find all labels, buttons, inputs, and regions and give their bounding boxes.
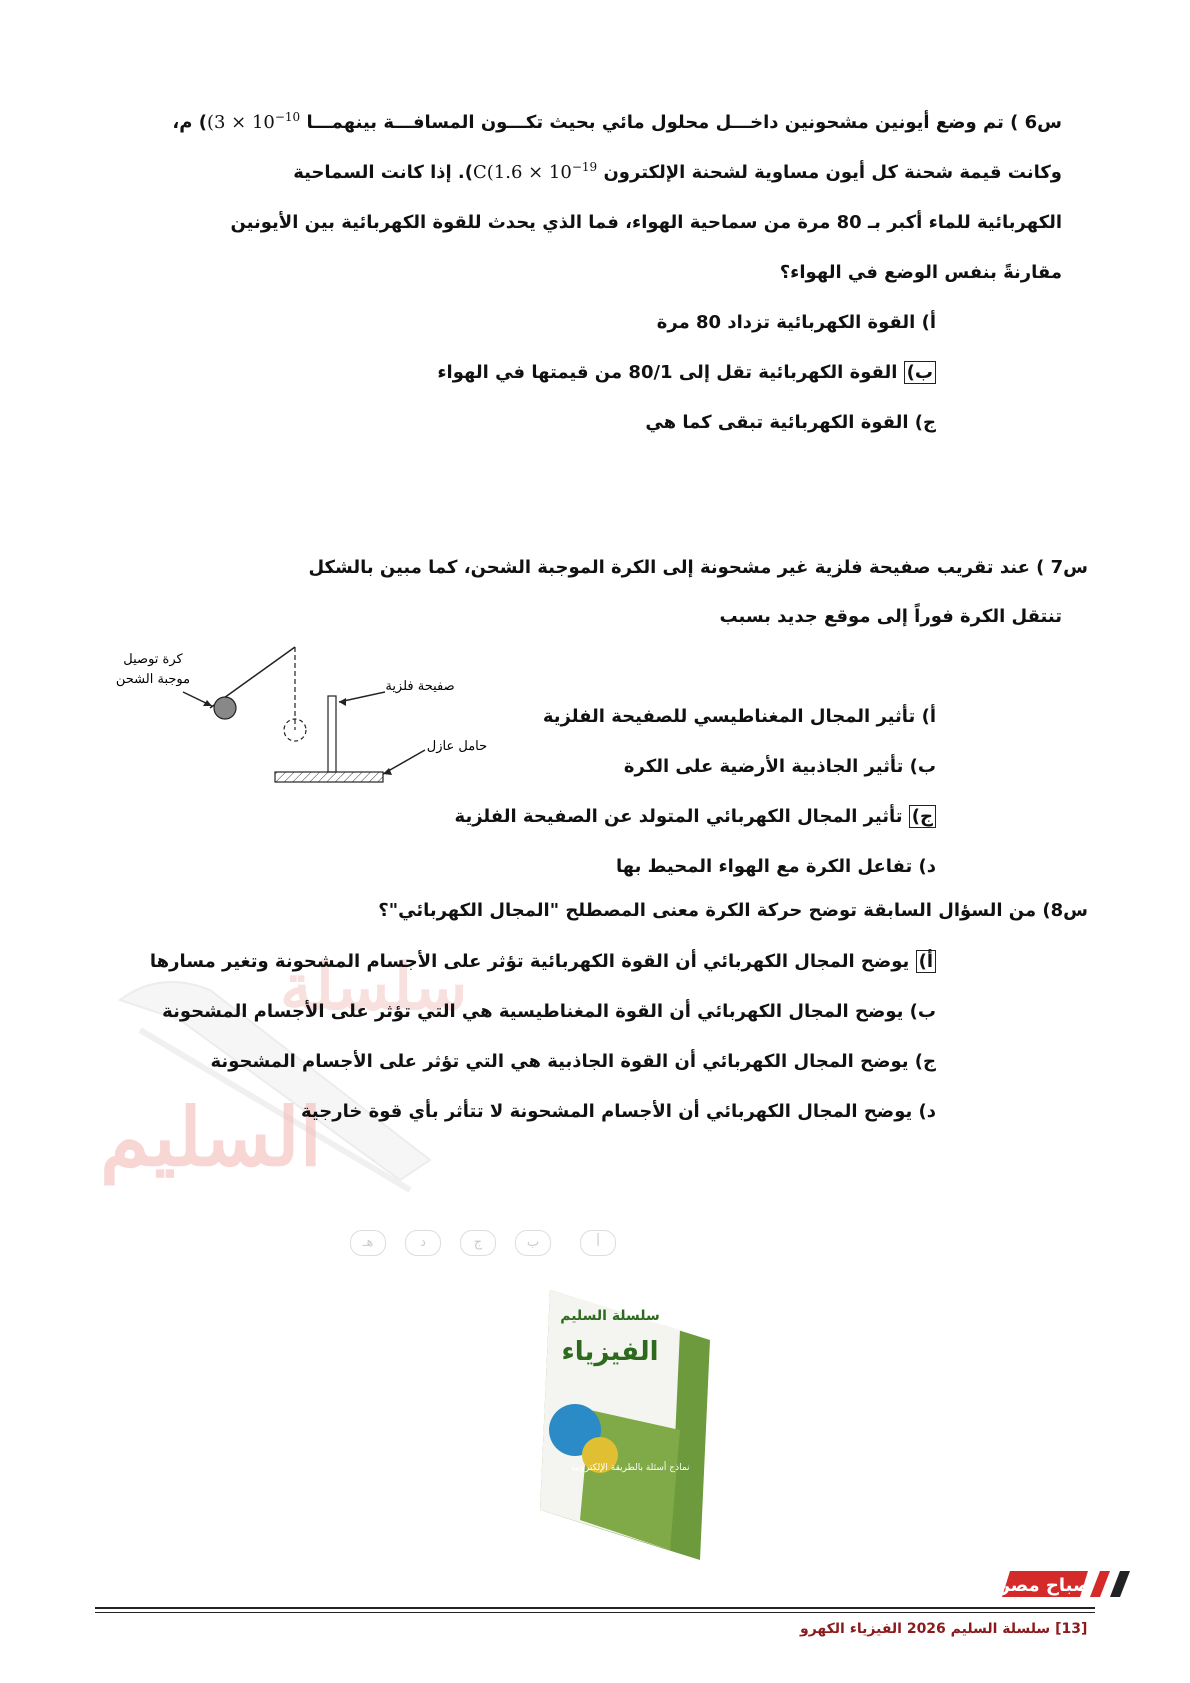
option-text: يوضح المجال الكهربائي أن الأجسام المشحونة لا تتأثر بأي قوة خارجية — [301, 1101, 913, 1122]
sabah-masr-logo — [950, 1567, 1145, 1601]
footer-rule-thin — [95, 1612, 1095, 1613]
option-text: يوضح المجال الكهربائي أن القوة المغناطيسية هي التي تؤثر على الأجسام المشحونة — [162, 1001, 904, 1022]
option-text: القوة الكهربائية تبقى كما هي — [645, 412, 909, 433]
pendulum-figure — [95, 640, 495, 850]
q7-line1: س7 ) عند تقريب صفيحة فلزية غير مشحونة إلى الكرة الموجبة الشحن، كما مبين بالشكل — [308, 557, 1088, 578]
q7-option-a[interactable] — [543, 706, 936, 727]
q6-option-a[interactable] — [657, 312, 936, 333]
option-label: أ) — [921, 706, 936, 727]
option-label: ج) — [909, 805, 936, 828]
q6-line3: الكهربائية للماء أكبر بـ 80 مرة من سماحية الهواء، فما الذي يحدث للقوة الكهربائية بين الأيونين — [230, 212, 1062, 233]
book-subtitle: نماذج أسئلة بالطريقة الإلكترونية — [570, 1463, 690, 1473]
q8-option-d[interactable] — [301, 1101, 936, 1122]
q8-line1: س8) من السؤال السابقة توضح حركة الكرة معنى المصطلح "المجال الكهربائي"؟ — [378, 900, 1088, 921]
option-label: ب) — [909, 1001, 936, 1022]
q8-option-c[interactable] — [211, 1051, 936, 1072]
page-number: [13] — [1055, 1621, 1088, 1637]
q6-option-b[interactable] — [437, 362, 936, 383]
watermark-top-text: سلسلة — [280, 950, 468, 1025]
q7-option-c[interactable] — [455, 806, 936, 827]
footer-title: سلسلة السليم 2026 الفيزياء الكهرو — [800, 1621, 1051, 1637]
option-text: القوة الكهربائية تزداد 80 مرة — [656, 312, 916, 333]
circle-5: هـ — [350, 1230, 386, 1256]
option-text: يوضح المجال الكهربائي أن القوة الجاذبية هي التي تؤثر على الأجسام المشحونة — [210, 1051, 909, 1072]
q6-option-c[interactable] — [645, 412, 936, 433]
option-label: ب) — [909, 756, 936, 777]
option-text: تفاعل الكرة مع الهواء المحيط بها — [615, 856, 913, 877]
book-title: الفيزياء — [561, 1337, 659, 1367]
book-series: سلسلة السليم — [560, 1308, 660, 1324]
option-text: تأثير الجاذبية الأرضية على الكرة — [623, 756, 904, 777]
option-label: د) — [918, 856, 936, 877]
footer — [800, 1621, 1087, 1637]
q8-option-a[interactable] — [150, 951, 936, 972]
option-label: أ) — [916, 950, 936, 973]
option-text: تأثير المجال المغناطيسي للصفيحة الفلزية — [542, 706, 916, 727]
option-text: تأثير المجال الكهربائي المتولد عن الصفيحة الفلزية — [454, 806, 903, 827]
option-label: ب) — [904, 361, 936, 384]
plate-label: صفيحة فلزية — [385, 679, 455, 694]
option-label: أ) — [921, 312, 936, 333]
option-label: د) — [918, 1101, 936, 1122]
q8-option-b[interactable] — [162, 1001, 936, 1022]
q6-line4: مقارنةً بنفس الوضع في الهواء؟ — [779, 262, 1062, 283]
q7-option-d[interactable] — [616, 856, 936, 877]
q6-line1: س6 ) تم وضع أيونين مشحونين داخـــل محلول مائي بحيث تكـــون المسافـــة بينهمـــا $(3 \times 10^{-10})$ م، — [172, 110, 1062, 133]
q7-line2: تنتقل الكرة فوراً إلى موقع جديد بسبب — [719, 606, 1062, 627]
circle-4: د — [405, 1230, 441, 1256]
option-label: ج) — [914, 1051, 936, 1072]
stand-label: حامل عازل — [426, 739, 488, 754]
watermark-bottom-text: السليم — [100, 1090, 322, 1184]
ball-label-1: كرة توصيل — [123, 652, 183, 667]
option-text: يوضح المجال الكهربائي أن القوة الكهربائية تؤثر على الأجسام المشحونة وتغير مسارها — [149, 951, 910, 972]
circle-1: أ — [580, 1230, 616, 1256]
circle-2: ب — [515, 1230, 551, 1256]
footer-rule — [95, 1607, 1095, 1609]
book-cover — [530, 1290, 730, 1560]
option-text: القوة الكهربائية تقل إلى 80/1 من قيمتها في الهواء — [437, 362, 898, 383]
logo-text: صباح مصر — [999, 1575, 1091, 1596]
q6-line2: وكانت قيمة شحنة كل أيون مساوية لشحنة الإلكترون $C(1.6 \times 10^{-19})$. إذا كانت السماحية — [293, 160, 1062, 183]
option-label: ج) — [914, 412, 936, 433]
circle-3: ج — [460, 1230, 496, 1256]
q7-option-b[interactable] — [624, 756, 936, 777]
ball-label-2: موجبة الشحن — [115, 672, 191, 687]
